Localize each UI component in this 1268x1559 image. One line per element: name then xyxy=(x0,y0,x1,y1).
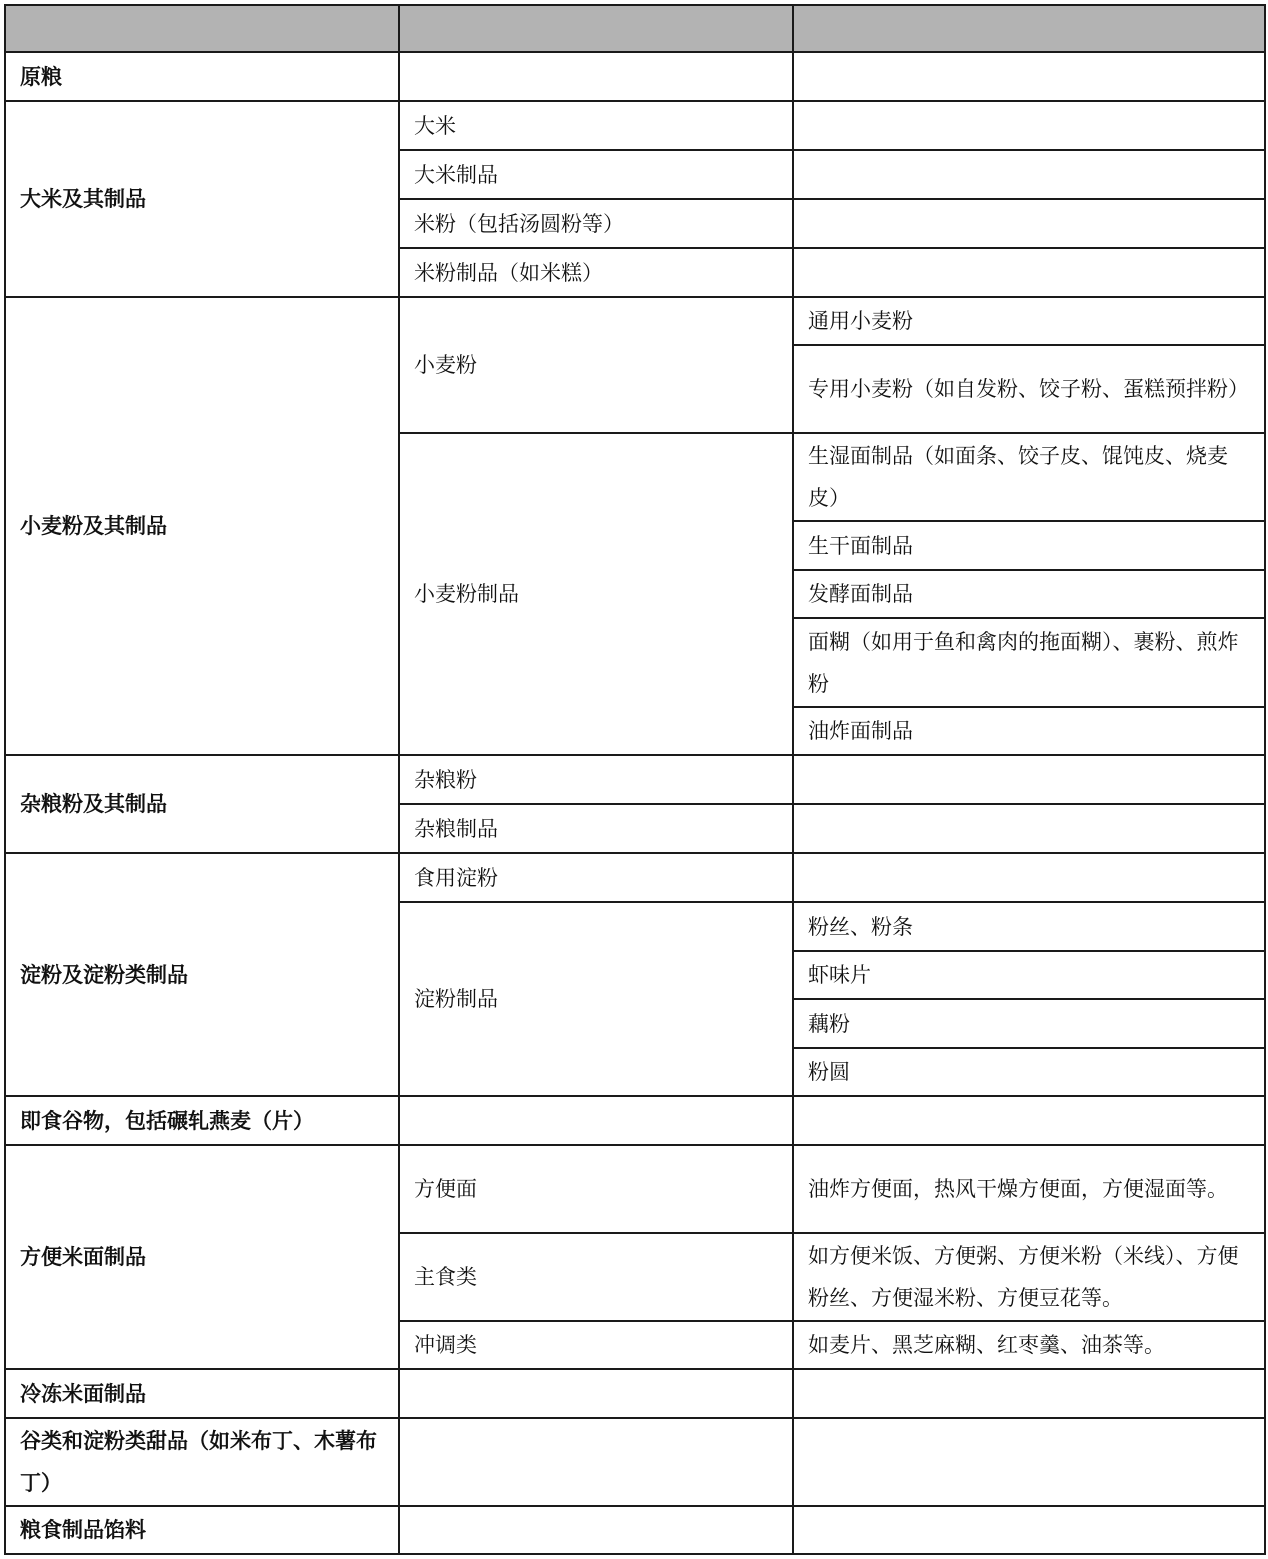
subcategory: 大米制品 xyxy=(399,150,793,199)
empty-cell xyxy=(793,199,1265,248)
empty-cell xyxy=(399,1418,793,1506)
table-row xyxy=(5,1145,1265,1233)
empty-cell xyxy=(399,1506,793,1554)
header-row xyxy=(5,5,1265,52)
table-row xyxy=(5,755,1265,804)
empty-cell xyxy=(793,853,1265,902)
detail-item: 面糊（如用于鱼和禽肉的拖面糊）、裹粉、煎炸粉 xyxy=(793,618,1265,707)
header-cell-2 xyxy=(399,5,793,52)
food-category-table xyxy=(4,4,1266,1555)
category-coarse-grain: 杂粮粉及其制品 xyxy=(5,755,399,853)
subcategory: 冲调类 xyxy=(399,1321,793,1369)
subcategory: 小麦粉 xyxy=(399,297,793,433)
detail-item: 粉丝、粉条 xyxy=(793,902,1265,951)
empty-cell xyxy=(793,1418,1265,1506)
subcategory: 方便面 xyxy=(399,1145,793,1233)
subcategory: 淀粉制品 xyxy=(399,902,793,1096)
detail-item: 藕粉 xyxy=(793,999,1265,1048)
table-row xyxy=(5,52,1265,101)
category-wheat: 小麦粉及其制品 xyxy=(5,297,399,755)
empty-cell xyxy=(793,150,1265,199)
category-frozen: 冷冻米面制品 xyxy=(5,1369,399,1418)
header-cell-1 xyxy=(5,5,399,52)
table-row xyxy=(5,297,1265,345)
detail-item: 如方便米饭、方便粥、方便米粉（米线）、方便粉丝、方便湿米粉、方便豆花等。 xyxy=(793,1233,1265,1321)
empty-cell xyxy=(399,52,793,101)
detail-item: 生干面制品 xyxy=(793,521,1265,570)
detail-item: 专用小麦粉（如自发粉、饺子粉、蛋糕预拌粉） xyxy=(793,345,1265,433)
detail-item: 油炸方便面，热风干燥方便面，方便湿面等。 xyxy=(793,1145,1265,1233)
table-row xyxy=(5,1506,1265,1554)
detail-item: 生湿面制品（如面条、饺子皮、馄饨皮、烧麦皮） xyxy=(793,433,1265,521)
detail-item: 粉圆 xyxy=(793,1048,1265,1096)
table-row xyxy=(5,1418,1265,1506)
category-filling: 粮食制品馅料 xyxy=(5,1506,399,1554)
category-instant-cereal: 即食谷物，包括碾轧燕麦（片） xyxy=(5,1096,399,1145)
category-rice: 大米及其制品 xyxy=(5,101,399,297)
subcategory: 小麦粉制品 xyxy=(399,433,793,755)
empty-cell xyxy=(793,52,1265,101)
empty-cell xyxy=(793,1096,1265,1145)
table-row xyxy=(5,1369,1265,1418)
subcategory: 米粉制品（如米糕） xyxy=(399,248,793,297)
header-cell-3 xyxy=(793,5,1265,52)
subcategory: 食用淀粉 xyxy=(399,853,793,902)
detail-item: 虾味片 xyxy=(793,951,1265,999)
subcategory: 主食类 xyxy=(399,1233,793,1321)
subcategory: 杂粮制品 xyxy=(399,804,793,853)
category-raw-grain: 原粮 xyxy=(5,52,399,101)
detail-item: 油炸面制品 xyxy=(793,707,1265,755)
table-row xyxy=(5,853,1265,902)
category-dessert: 谷类和淀粉类甜品（如米布丁、木薯布丁） xyxy=(5,1418,399,1506)
table-row xyxy=(5,101,1265,150)
empty-cell xyxy=(793,1506,1265,1554)
category-starch: 淀粉及淀粉类制品 xyxy=(5,853,399,1096)
subcategory: 大米 xyxy=(399,101,793,150)
empty-cell xyxy=(399,1096,793,1145)
table-row xyxy=(5,1096,1265,1145)
empty-cell xyxy=(793,101,1265,150)
empty-cell xyxy=(793,1369,1265,1418)
empty-cell xyxy=(793,804,1265,853)
category-convenience: 方便米面制品 xyxy=(5,1145,399,1369)
detail-item: 发酵面制品 xyxy=(793,570,1265,618)
empty-cell xyxy=(399,1369,793,1418)
subcategory: 米粉（包括汤圆粉等） xyxy=(399,199,793,248)
detail-item: 通用小麦粉 xyxy=(793,297,1265,345)
detail-item: 如麦片、黑芝麻糊、红枣羹、油茶等。 xyxy=(793,1321,1265,1369)
empty-cell xyxy=(793,248,1265,297)
empty-cell xyxy=(793,755,1265,804)
subcategory: 杂粮粉 xyxy=(399,755,793,804)
